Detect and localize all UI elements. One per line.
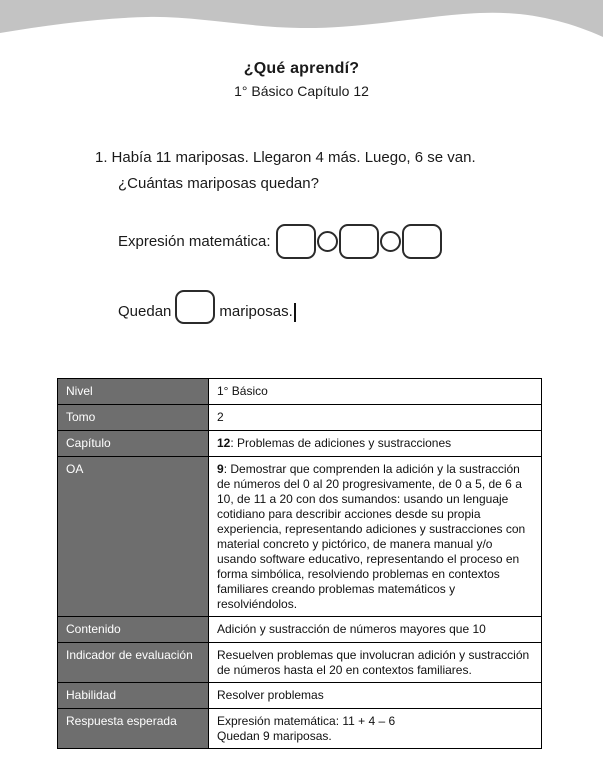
row-value: Resolver problemas bbox=[209, 683, 542, 709]
page-subtitle: 1° Básico Capítulo 12 bbox=[234, 83, 369, 99]
table-row-habilidad bbox=[58, 683, 542, 709]
row-value-rest: : Demostrar que comprenden la adición y la sustracción de números del 0 al 20 progresivamente, de 0 a 5, de 6 a 10, de 11 a 20 con dos sumandos: usando un lenguaje cotidiano para describir acciones desde su propia experiencia, representando adiciones y sustracciones con material concreto y pictórico, de manera manual y/o usando software educativo, representando el proceso en forma simbólica, resolviendo problemas en contextos familiares creando problemas matemáticos y resolviéndolos. bbox=[217, 462, 526, 611]
row-value bbox=[209, 457, 542, 617]
problem-statement bbox=[95, 145, 603, 197]
answer-sentence-row bbox=[118, 290, 603, 324]
expected-answer-line-1: Expresión matemática: 11 + 4 – 6 bbox=[217, 714, 396, 728]
lesson-metadata-table bbox=[57, 378, 542, 749]
table-row-nivel bbox=[58, 379, 542, 405]
row-label: Indicador de evaluación bbox=[58, 643, 209, 683]
row-value: 2 bbox=[209, 405, 542, 431]
row-label: Respuesta esperada bbox=[58, 709, 209, 749]
row-value: Adición y sustracción de números mayores que 10 bbox=[209, 617, 542, 643]
expression-operand-box-1[interactable] bbox=[276, 224, 316, 259]
row-label: Tomo bbox=[58, 405, 209, 431]
table-row-oa bbox=[58, 457, 542, 617]
row-label: Nivel bbox=[58, 379, 209, 405]
problem-number: 1. bbox=[95, 149, 108, 166]
row-value: Resuelven problemas que involucran adición y sustracción de números hasta el 20 en contextos familiares. bbox=[209, 643, 542, 683]
row-value-bold: 9 bbox=[217, 462, 224, 476]
row-label: OA bbox=[58, 457, 209, 617]
row-label: Contenido bbox=[58, 617, 209, 643]
row-value bbox=[209, 431, 542, 457]
page-title: ¿Qué aprendí? bbox=[243, 60, 360, 77]
problem-text: Había 11 mariposas. Llegaron 4 más. Luego, 6 se van. bbox=[111, 149, 476, 166]
problem-line-1 bbox=[95, 145, 603, 171]
table-row-contenido bbox=[58, 617, 542, 643]
answer-suffix-label: mariposas. bbox=[219, 303, 293, 320]
table-row-respuesta bbox=[58, 709, 542, 749]
table-row-tomo bbox=[58, 405, 542, 431]
expected-answer-line-2: Quedan 9 mariposas. bbox=[217, 729, 332, 743]
title-block bbox=[0, 0, 603, 99]
answer-prefix-label: Quedan bbox=[118, 303, 172, 320]
row-value-rest: : Problemas de adiciones y sustracciones bbox=[230, 436, 452, 450]
row-value bbox=[209, 709, 542, 749]
row-value-bold: 12 bbox=[217, 436, 231, 450]
row-value: 1° Básico bbox=[209, 379, 542, 405]
table-row-capitulo bbox=[58, 431, 542, 457]
expression-operand-box-3[interactable] bbox=[402, 224, 442, 259]
expression-label: Expresión matemática: bbox=[118, 233, 271, 250]
row-label: Habilidad bbox=[58, 683, 209, 709]
row-label: Capítulo bbox=[58, 431, 209, 457]
math-expression-row bbox=[118, 224, 603, 259]
expression-operator-circle-1[interactable] bbox=[317, 231, 338, 252]
answer-number-box[interactable] bbox=[175, 290, 215, 324]
expression-operator-circle-2[interactable] bbox=[380, 231, 401, 252]
text-cursor bbox=[294, 303, 296, 322]
table-row-indicador bbox=[58, 643, 542, 683]
problem-line-2: ¿Cuántas mariposas quedan? bbox=[118, 175, 319, 192]
expression-operand-box-2[interactable] bbox=[339, 224, 379, 259]
